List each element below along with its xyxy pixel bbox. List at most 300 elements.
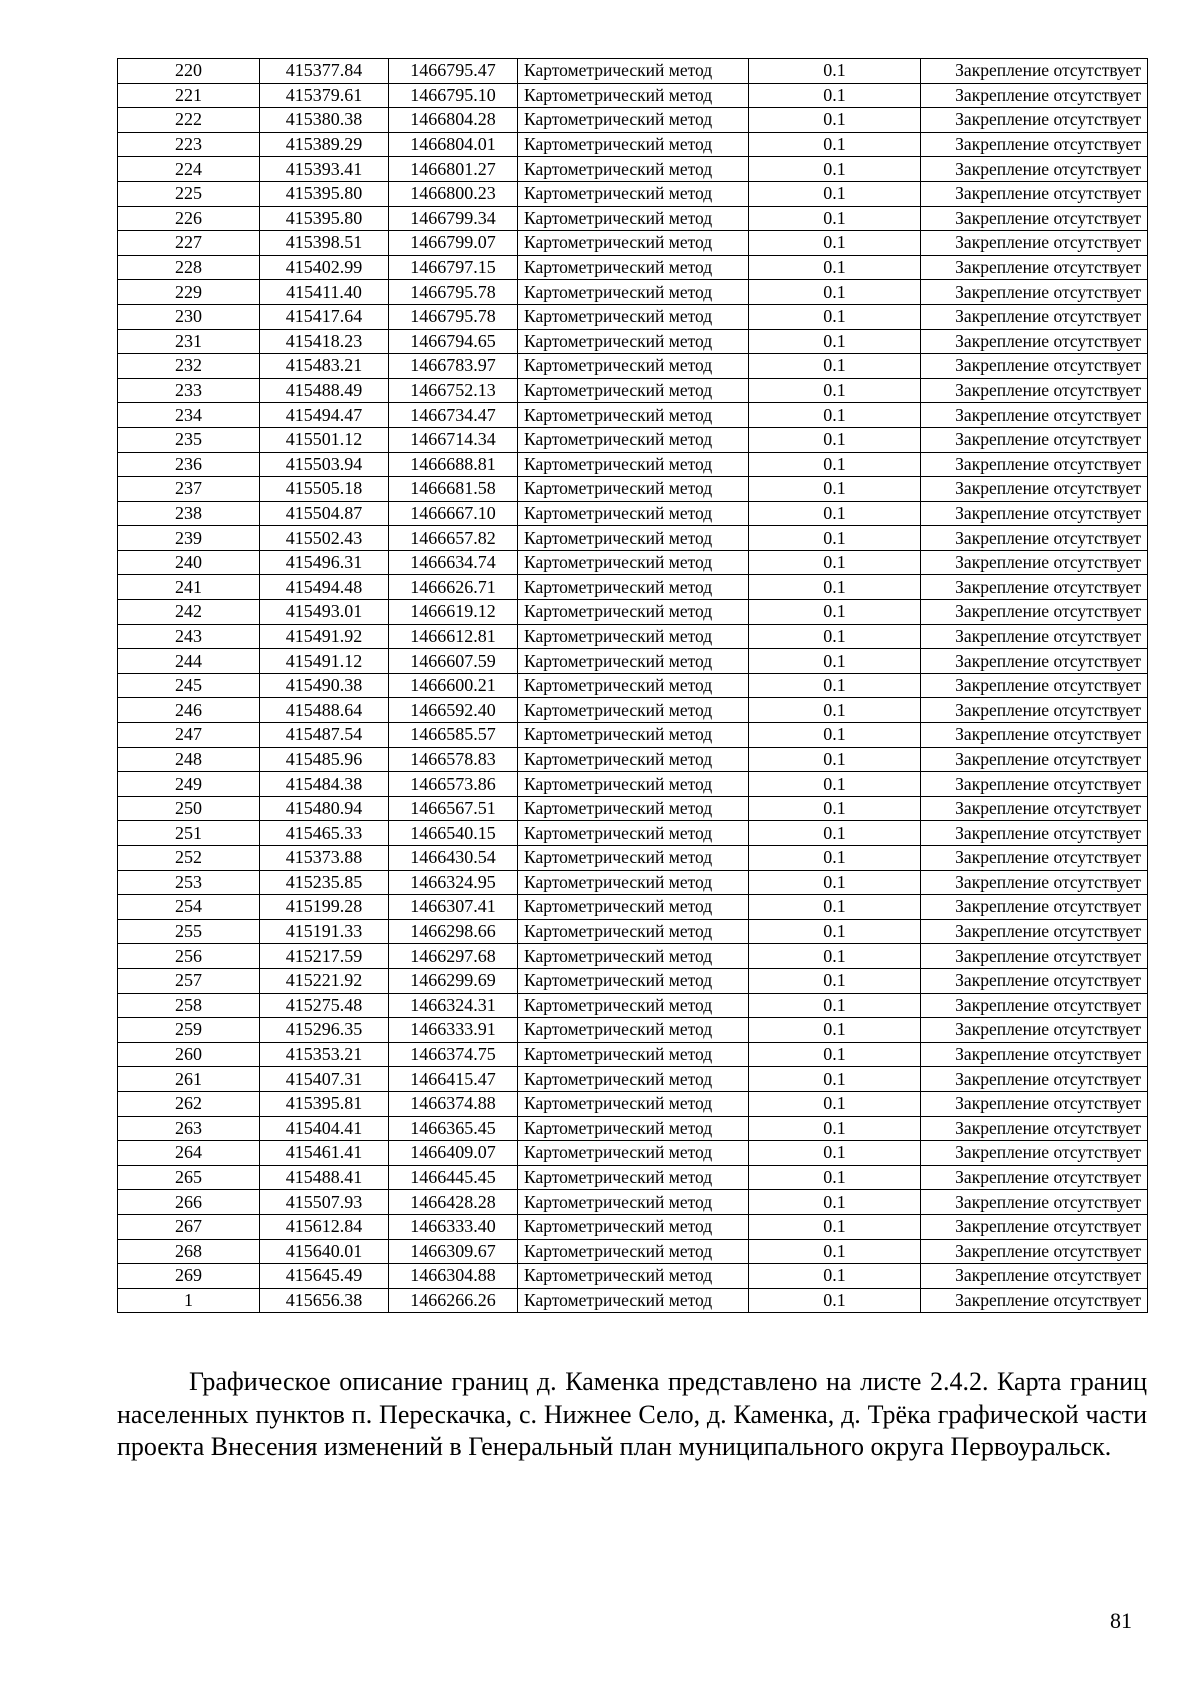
y-coordinate-cell: 1466783.97: [389, 354, 518, 379]
y-coordinate-cell: 1466309.67: [389, 1239, 518, 1264]
y-coordinate-cell: 1466607.59: [389, 649, 518, 674]
point-number-cell: 261: [118, 1067, 260, 1092]
method-cell: Картометрический метод: [518, 870, 749, 895]
point-number-cell: 251: [118, 821, 260, 846]
accuracy-cell: 0.1: [749, 1116, 921, 1141]
x-coordinate-cell: 415496.31: [260, 550, 389, 575]
fixation-cell: Закрепление отсутствует: [921, 477, 1148, 502]
method-cell: Картометрический метод: [518, 821, 749, 846]
x-coordinate-cell: 415402.99: [260, 255, 389, 280]
y-coordinate-cell: 1466415.47: [389, 1067, 518, 1092]
point-number-cell: 238: [118, 501, 260, 526]
point-number-cell: 259: [118, 1018, 260, 1043]
method-cell: Картометрический метод: [518, 649, 749, 674]
accuracy-cell: 0.1: [749, 772, 921, 797]
method-cell: Картометрический метод: [518, 108, 749, 133]
method-cell: Картометрический метод: [518, 59, 749, 84]
accuracy-cell: 0.1: [749, 1264, 921, 1289]
method-cell: Картометрический метод: [518, 993, 749, 1018]
x-coordinate-cell: 415505.18: [260, 477, 389, 502]
x-coordinate-cell: 415296.35: [260, 1018, 389, 1043]
point-number-cell: 229: [118, 280, 260, 305]
fixation-cell: Закрепление отсутствует: [921, 1141, 1148, 1166]
method-cell: Картометрический метод: [518, 846, 749, 871]
fixation-cell: Закрепление отсутствует: [921, 993, 1148, 1018]
x-coordinate-cell: 415480.94: [260, 796, 389, 821]
point-number-cell: 242: [118, 600, 260, 625]
fixation-cell: Закрепление отсутствует: [921, 1264, 1148, 1289]
point-number-cell: 224: [118, 157, 260, 182]
accuracy-cell: 0.1: [749, 378, 921, 403]
y-coordinate-cell: 1466299.69: [389, 968, 518, 993]
point-number-cell: 249: [118, 772, 260, 797]
table-row: [118, 1091, 1148, 1116]
y-coordinate-cell: 1466626.71: [389, 575, 518, 600]
table-row: [118, 1214, 1148, 1239]
fixation-cell: Закрепление отсутствует: [921, 1067, 1148, 1092]
fixation-cell: Закрепление отсутствует: [921, 968, 1148, 993]
method-cell: Картометрический метод: [518, 427, 749, 452]
table-row: [118, 1067, 1148, 1092]
table-row: [118, 1018, 1148, 1043]
accuracy-cell: 0.1: [749, 600, 921, 625]
table-row: [118, 231, 1148, 256]
method-cell: Картометрический метод: [518, 157, 749, 182]
point-number-cell: 263: [118, 1116, 260, 1141]
accuracy-cell: 0.1: [749, 59, 921, 84]
x-coordinate-cell: 415353.21: [260, 1042, 389, 1067]
point-number-cell: 243: [118, 624, 260, 649]
y-coordinate-cell: 1466752.13: [389, 378, 518, 403]
method-cell: Картометрический метод: [518, 550, 749, 575]
y-coordinate-cell: 1466592.40: [389, 698, 518, 723]
table-row: [118, 206, 1148, 231]
y-coordinate-cell: 1466304.88: [389, 1264, 518, 1289]
y-coordinate-cell: 1466795.78: [389, 304, 518, 329]
graphic-description-paragraph: Графическое описание границ д. Каменка представлено на листе 2.4.2. Карта границ населенных пунктов п. Перескачка, с. Нижнее Село, д. Каменка, д. Трёка графической части проекта Внесения изменений в Генеральный план муниципального округа Первоуральск.: [117, 1367, 1147, 1461]
x-coordinate-cell: 415395.80: [260, 181, 389, 206]
method-cell: Картометрический метод: [518, 919, 749, 944]
method-cell: Картометрический метод: [518, 1239, 749, 1264]
x-coordinate-cell: 415493.01: [260, 600, 389, 625]
fixation-cell: Закрепление отсутствует: [921, 673, 1148, 698]
point-number-cell: 239: [118, 526, 260, 551]
point-number-cell: 222: [118, 108, 260, 133]
accuracy-cell: 0.1: [749, 329, 921, 354]
table-row: [118, 1165, 1148, 1190]
y-coordinate-cell: 1466428.28: [389, 1190, 518, 1215]
table-row: [118, 796, 1148, 821]
accuracy-cell: 0.1: [749, 280, 921, 305]
fixation-cell: Закрепление отсутствует: [921, 919, 1148, 944]
y-coordinate-cell: 1466540.15: [389, 821, 518, 846]
table-row: [118, 1141, 1148, 1166]
x-coordinate-cell: 415490.38: [260, 673, 389, 698]
fixation-cell: Закрепление отсутствует: [921, 1190, 1148, 1215]
x-coordinate-cell: 415491.12: [260, 649, 389, 674]
accuracy-cell: 0.1: [749, 624, 921, 649]
table-row: [118, 846, 1148, 871]
table-row: [118, 526, 1148, 551]
point-number-cell: 250: [118, 796, 260, 821]
x-coordinate-cell: 415395.80: [260, 206, 389, 231]
method-cell: Картометрический метод: [518, 698, 749, 723]
method-cell: Картометрический метод: [518, 1067, 749, 1092]
table-row: [118, 354, 1148, 379]
x-coordinate-cell: 415407.31: [260, 1067, 389, 1092]
point-number-cell: 254: [118, 895, 260, 920]
table-row: [118, 1190, 1148, 1215]
method-cell: Картометрический метод: [518, 83, 749, 108]
fixation-cell: Закрепление отсутствует: [921, 378, 1148, 403]
accuracy-cell: 0.1: [749, 452, 921, 477]
x-coordinate-cell: 415507.93: [260, 1190, 389, 1215]
accuracy-cell: 0.1: [749, 1141, 921, 1166]
point-number-cell: 240: [118, 550, 260, 575]
accuracy-cell: 0.1: [749, 157, 921, 182]
table-row: [118, 1042, 1148, 1067]
method-cell: Картометрический метод: [518, 575, 749, 600]
fixation-cell: Закрепление отсутствует: [921, 206, 1148, 231]
y-coordinate-cell: 1466324.95: [389, 870, 518, 895]
point-number-cell: 267: [118, 1214, 260, 1239]
fixation-cell: Закрепление отсутствует: [921, 1042, 1148, 1067]
x-coordinate-cell: 415398.51: [260, 231, 389, 256]
y-coordinate-cell: 1466409.07: [389, 1141, 518, 1166]
accuracy-cell: 0.1: [749, 575, 921, 600]
accuracy-cell: 0.1: [749, 1190, 921, 1215]
x-coordinate-cell: 415393.41: [260, 157, 389, 182]
table-row: [118, 772, 1148, 797]
point-number-cell: 1: [118, 1288, 260, 1313]
point-number-cell: 237: [118, 477, 260, 502]
accuracy-cell: 0.1: [749, 477, 921, 502]
accuracy-cell: 0.1: [749, 747, 921, 772]
accuracy-cell: 0.1: [749, 870, 921, 895]
y-coordinate-cell: 1466567.51: [389, 796, 518, 821]
method-cell: Картометрический метод: [518, 747, 749, 772]
point-number-cell: 225: [118, 181, 260, 206]
fixation-cell: Закрепление отсутствует: [921, 550, 1148, 575]
table-row: [118, 255, 1148, 280]
accuracy-cell: 0.1: [749, 181, 921, 206]
table-row: [118, 108, 1148, 133]
y-coordinate-cell: 1466801.27: [389, 157, 518, 182]
point-number-cell: 232: [118, 354, 260, 379]
point-number-cell: 220: [118, 59, 260, 84]
point-number-cell: 253: [118, 870, 260, 895]
method-cell: Картометрический метод: [518, 1264, 749, 1289]
point-number-cell: 255: [118, 919, 260, 944]
table-row: [118, 624, 1148, 649]
accuracy-cell: 0.1: [749, 1091, 921, 1116]
x-coordinate-cell: 415640.01: [260, 1239, 389, 1264]
x-coordinate-cell: 415488.64: [260, 698, 389, 723]
method-cell: Картометрический метод: [518, 895, 749, 920]
x-coordinate-cell: 415461.41: [260, 1141, 389, 1166]
y-coordinate-cell: 1466634.74: [389, 550, 518, 575]
accuracy-cell: 0.1: [749, 649, 921, 674]
table-row: [118, 59, 1148, 84]
fixation-cell: Закрепление отсутствует: [921, 526, 1148, 551]
point-number-cell: 230: [118, 304, 260, 329]
method-cell: Картометрический метод: [518, 477, 749, 502]
y-coordinate-cell: 1466795.10: [389, 83, 518, 108]
fixation-cell: Закрепление отсутствует: [921, 649, 1148, 674]
fixation-cell: Закрепление отсутствует: [921, 231, 1148, 256]
fixation-cell: Закрепление отсутствует: [921, 846, 1148, 871]
fixation-cell: Закрепление отсутствует: [921, 1018, 1148, 1043]
y-coordinate-cell: 1466795.47: [389, 59, 518, 84]
fixation-cell: Закрепление отсутствует: [921, 575, 1148, 600]
table-row: [118, 919, 1148, 944]
table-row: [118, 821, 1148, 846]
accuracy-cell: 0.1: [749, 821, 921, 846]
x-coordinate-cell: 415411.40: [260, 280, 389, 305]
table-row: [118, 83, 1148, 108]
method-cell: Картометрический метод: [518, 1018, 749, 1043]
table-row: [118, 698, 1148, 723]
table-row: [118, 747, 1148, 772]
fixation-cell: Закрепление отсутствует: [921, 181, 1148, 206]
table-row: [118, 181, 1148, 206]
x-coordinate-cell: 415503.94: [260, 452, 389, 477]
method-cell: Картометрический метод: [518, 501, 749, 526]
fixation-cell: Закрепление отсутствует: [921, 132, 1148, 157]
x-coordinate-cell: 415645.49: [260, 1264, 389, 1289]
table-row: [118, 993, 1148, 1018]
point-number-cell: 235: [118, 427, 260, 452]
method-cell: Картометрический метод: [518, 1288, 749, 1313]
x-coordinate-cell: 415389.29: [260, 132, 389, 157]
method-cell: Картометрический метод: [518, 181, 749, 206]
accuracy-cell: 0.1: [749, 206, 921, 231]
y-coordinate-cell: 1466374.75: [389, 1042, 518, 1067]
point-number-cell: 264: [118, 1141, 260, 1166]
table-row: [118, 403, 1148, 428]
point-number-cell: 231: [118, 329, 260, 354]
accuracy-cell: 0.1: [749, 698, 921, 723]
y-coordinate-cell: 1466804.01: [389, 132, 518, 157]
method-cell: Картометрический метод: [518, 354, 749, 379]
x-coordinate-cell: 415612.84: [260, 1214, 389, 1239]
method-cell: Картометрический метод: [518, 231, 749, 256]
accuracy-cell: 0.1: [749, 1214, 921, 1239]
point-number-cell: 244: [118, 649, 260, 674]
x-coordinate-cell: 415491.92: [260, 624, 389, 649]
accuracy-cell: 0.1: [749, 796, 921, 821]
point-number-cell: 233: [118, 378, 260, 403]
method-cell: Картометрический метод: [518, 206, 749, 231]
point-number-cell: 226: [118, 206, 260, 231]
fixation-cell: Закрепление отсутствует: [921, 624, 1148, 649]
y-coordinate-cell: 1466333.40: [389, 1214, 518, 1239]
point-number-cell: 246: [118, 698, 260, 723]
coordinates-table: [117, 58, 1148, 1313]
fixation-cell: Закрепление отсутствует: [921, 255, 1148, 280]
method-cell: Картометрический метод: [518, 280, 749, 305]
x-coordinate-cell: 415379.61: [260, 83, 389, 108]
accuracy-cell: 0.1: [749, 993, 921, 1018]
table-row: [118, 132, 1148, 157]
method-cell: Картометрический метод: [518, 526, 749, 551]
fixation-cell: Закрепление отсутствует: [921, 1091, 1148, 1116]
point-number-cell: 247: [118, 723, 260, 748]
fixation-cell: Закрепление отсутствует: [921, 895, 1148, 920]
y-coordinate-cell: 1466800.23: [389, 181, 518, 206]
accuracy-cell: 0.1: [749, 255, 921, 280]
y-coordinate-cell: 1466374.88: [389, 1091, 518, 1116]
x-coordinate-cell: 415191.33: [260, 919, 389, 944]
accuracy-cell: 0.1: [749, 550, 921, 575]
y-coordinate-cell: 1466667.10: [389, 501, 518, 526]
accuracy-cell: 0.1: [749, 1165, 921, 1190]
table-row: [118, 378, 1148, 403]
y-coordinate-cell: 1466365.45: [389, 1116, 518, 1141]
fixation-cell: Закрепление отсутствует: [921, 108, 1148, 133]
x-coordinate-cell: 415380.38: [260, 108, 389, 133]
point-number-cell: 258: [118, 993, 260, 1018]
method-cell: Картометрический метод: [518, 132, 749, 157]
method-cell: Картометрический метод: [518, 329, 749, 354]
point-number-cell: 223: [118, 132, 260, 157]
point-number-cell: 257: [118, 968, 260, 993]
point-number-cell: 262: [118, 1091, 260, 1116]
y-coordinate-cell: 1466266.26: [389, 1288, 518, 1313]
point-number-cell: 241: [118, 575, 260, 600]
table-row: [118, 477, 1148, 502]
table-row: [118, 968, 1148, 993]
x-coordinate-cell: 415217.59: [260, 944, 389, 969]
method-cell: Картометрический метод: [518, 1091, 749, 1116]
method-cell: Картометрический метод: [518, 796, 749, 821]
fixation-cell: Закрепление отсутствует: [921, 747, 1148, 772]
y-coordinate-cell: 1466585.57: [389, 723, 518, 748]
y-coordinate-cell: 1466297.68: [389, 944, 518, 969]
y-coordinate-cell: 1466612.81: [389, 624, 518, 649]
x-coordinate-cell: 415418.23: [260, 329, 389, 354]
fixation-cell: Закрепление отсутствует: [921, 403, 1148, 428]
table-row: [118, 1116, 1148, 1141]
fixation-cell: Закрепление отсутствует: [921, 1116, 1148, 1141]
accuracy-cell: 0.1: [749, 526, 921, 551]
method-cell: Картометрический метод: [518, 304, 749, 329]
accuracy-cell: 0.1: [749, 132, 921, 157]
table-row: [118, 870, 1148, 895]
method-cell: Картометрический метод: [518, 1214, 749, 1239]
x-coordinate-cell: 415221.92: [260, 968, 389, 993]
fixation-cell: Закрепление отсутствует: [921, 1165, 1148, 1190]
accuracy-cell: 0.1: [749, 1018, 921, 1043]
x-coordinate-cell: 415488.41: [260, 1165, 389, 1190]
y-coordinate-cell: 1466657.82: [389, 526, 518, 551]
fixation-cell: Закрепление отсутствует: [921, 427, 1148, 452]
x-coordinate-cell: 415656.38: [260, 1288, 389, 1313]
point-number-cell: 227: [118, 231, 260, 256]
method-cell: Картометрический метод: [518, 968, 749, 993]
accuracy-cell: 0.1: [749, 1042, 921, 1067]
method-cell: Картометрический метод: [518, 944, 749, 969]
table-row: [118, 723, 1148, 748]
x-coordinate-cell: 415484.38: [260, 772, 389, 797]
y-coordinate-cell: 1466799.34: [389, 206, 518, 231]
table-row: [118, 600, 1148, 625]
method-cell: Картометрический метод: [518, 1190, 749, 1215]
point-number-cell: 268: [118, 1239, 260, 1264]
point-number-cell: 265: [118, 1165, 260, 1190]
y-coordinate-cell: 1466578.83: [389, 747, 518, 772]
accuracy-cell: 0.1: [749, 83, 921, 108]
y-coordinate-cell: 1466804.28: [389, 108, 518, 133]
point-number-cell: 256: [118, 944, 260, 969]
method-cell: Картометрический метод: [518, 772, 749, 797]
fixation-cell: Закрепление отсутствует: [921, 157, 1148, 182]
table-row: [118, 649, 1148, 674]
y-coordinate-cell: 1466714.34: [389, 427, 518, 452]
x-coordinate-cell: 415483.21: [260, 354, 389, 379]
accuracy-cell: 0.1: [749, 304, 921, 329]
point-number-cell: 252: [118, 846, 260, 871]
accuracy-cell: 0.1: [749, 723, 921, 748]
fixation-cell: Закрепление отсутствует: [921, 1288, 1148, 1313]
x-coordinate-cell: 415373.88: [260, 846, 389, 871]
y-coordinate-cell: 1466307.41: [389, 895, 518, 920]
accuracy-cell: 0.1: [749, 919, 921, 944]
page-number: 81: [1110, 1608, 1132, 1633]
x-coordinate-cell: 415377.84: [260, 59, 389, 84]
point-number-cell: 228: [118, 255, 260, 280]
fixation-cell: Закрепление отсутствует: [921, 796, 1148, 821]
x-coordinate-cell: 415395.81: [260, 1091, 389, 1116]
method-cell: Картометрический метод: [518, 1116, 749, 1141]
y-coordinate-cell: 1466734.47: [389, 403, 518, 428]
accuracy-cell: 0.1: [749, 944, 921, 969]
table-row: [118, 427, 1148, 452]
table-row: [118, 157, 1148, 182]
fixation-cell: Закрепление отсутствует: [921, 723, 1148, 748]
y-coordinate-cell: 1466445.45: [389, 1165, 518, 1190]
fixation-cell: Закрепление отсутствует: [921, 944, 1148, 969]
accuracy-cell: 0.1: [749, 427, 921, 452]
table-row: [118, 550, 1148, 575]
method-cell: Картометрический метод: [518, 624, 749, 649]
method-cell: Картометрический метод: [518, 723, 749, 748]
x-coordinate-cell: 415404.41: [260, 1116, 389, 1141]
method-cell: Картометрический метод: [518, 1141, 749, 1166]
accuracy-cell: 0.1: [749, 403, 921, 428]
point-number-cell: 236: [118, 452, 260, 477]
method-cell: Картометрический метод: [518, 1042, 749, 1067]
fixation-cell: Закрепление отсутствует: [921, 821, 1148, 846]
x-coordinate-cell: 415417.64: [260, 304, 389, 329]
y-coordinate-cell: 1466333.91: [389, 1018, 518, 1043]
y-coordinate-cell: 1466797.15: [389, 255, 518, 280]
method-cell: Картометрический метод: [518, 1165, 749, 1190]
fixation-cell: Закрепление отсутствует: [921, 600, 1148, 625]
accuracy-cell: 0.1: [749, 501, 921, 526]
x-coordinate-cell: 415494.47: [260, 403, 389, 428]
method-cell: Картометрический метод: [518, 403, 749, 428]
fixation-cell: Закрепление отсутствует: [921, 1239, 1148, 1264]
table-row: [118, 304, 1148, 329]
table-row: [118, 673, 1148, 698]
point-number-cell: 269: [118, 1264, 260, 1289]
fixation-cell: Закрепление отсутствует: [921, 772, 1148, 797]
fixation-cell: Закрепление отсутствует: [921, 870, 1148, 895]
point-number-cell: 221: [118, 83, 260, 108]
y-coordinate-cell: 1466681.58: [389, 477, 518, 502]
method-cell: Картометрический метод: [518, 378, 749, 403]
